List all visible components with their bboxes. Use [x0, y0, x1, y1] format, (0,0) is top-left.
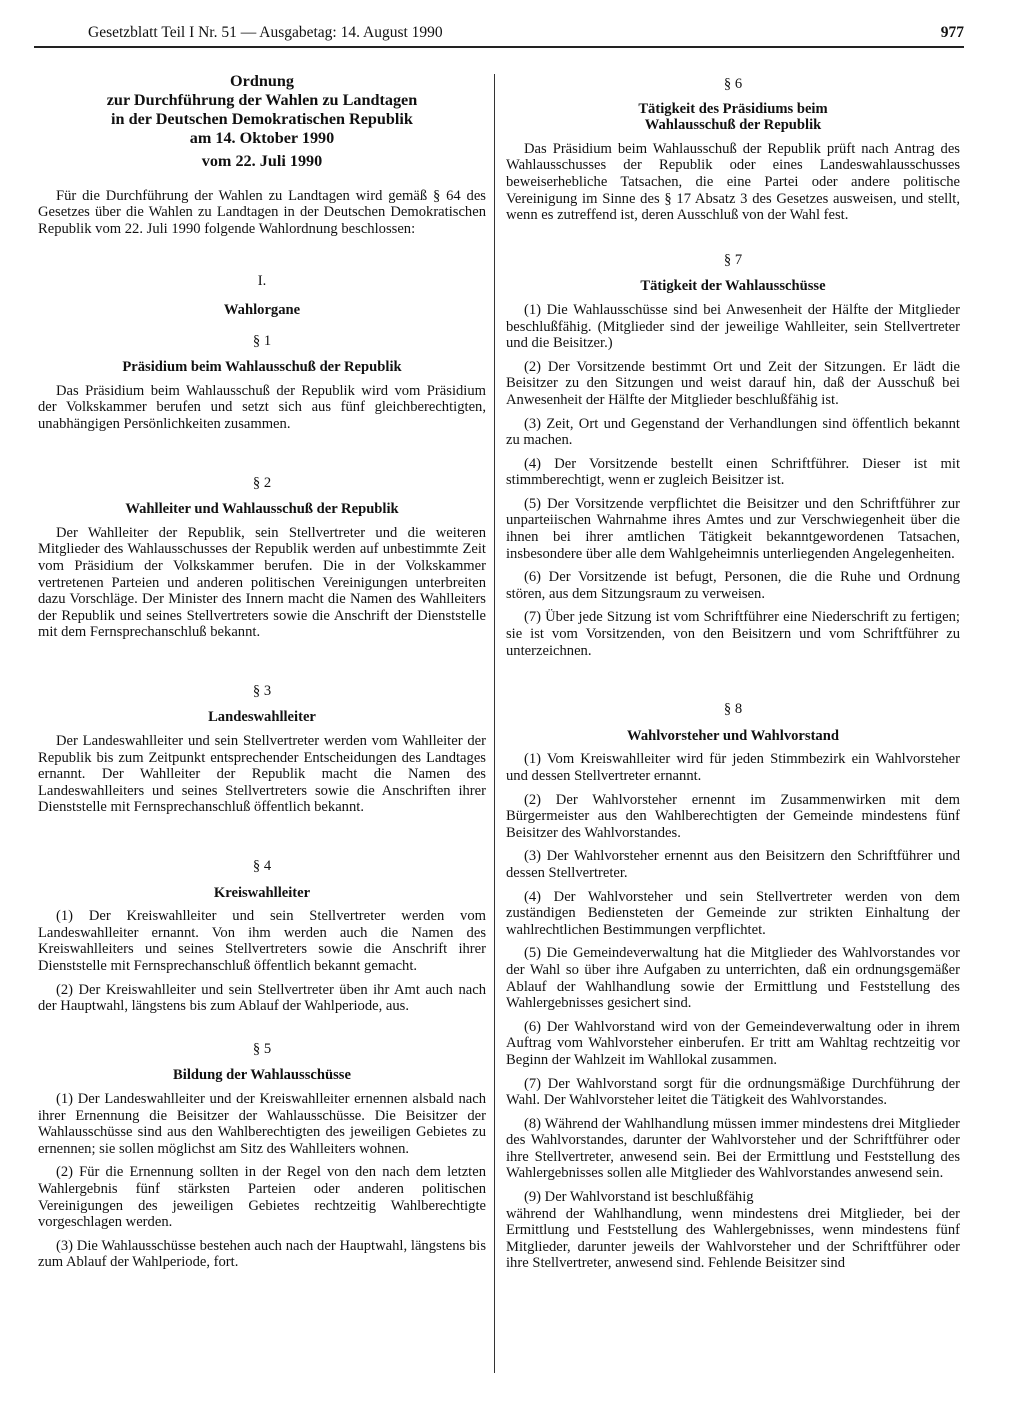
title-line: am 14. Oktober 1990: [189, 129, 335, 147]
left-column: [38, 72, 486, 1271]
section-title: Landeswahlleiter: [208, 709, 316, 726]
section-paragraph: (1) Die Wahlausschüsse sind bei Anwesenheit der Hälfte der Mitglieder beschlußfähig. (Mitglieder sind der jeweilige Wahlleiter, sein Stellvertreter und die Beisitzer.): [506, 301, 960, 352]
section-number: § 2: [252, 474, 272, 491]
section-paragraph: (6) Der Wahlvorstand wird von der Gemeindeverwaltung oder in ihrem Auftrag vom Wahlvorsteher einberufen. Er tritt am Wahltag rechtzeitig vor Beginn der Wahlzeit im Wahllokal zusammen.: [506, 1018, 960, 1068]
part-title: Wahlorgane: [223, 301, 301, 318]
section-paragraph: (9) Der Wahlvorstand ist beschlußfähig: [524, 1189, 754, 1206]
section-title: Wahlvorsteher und Wahlvorstand: [627, 727, 839, 744]
section-paragraph: (2) Für die Ernennung sollten in der Regel von den nach dem letzten Wahlergebnis fünf stärksten Parteien oder anderen politischen Vereinigungen des jeweiligen Gebietes rechtzeitig Wahlberechtigte vorgeschlagen werden.: [38, 1164, 486, 1231]
running-title: Gesetzblatt Teil I Nr. 51 — Ausgabetag: 14. August 1990: [88, 24, 443, 41]
section-paragraph: (8) Während der Wahlhandlung müssen immer mindestens drei Mitglieder des Wahlvorstandes, darunter der Wahlvorsteher und der Schriftführer oder ihre Stellvertreter, anwesend sein. Bei der Ermittlung und Feststellung des Wahlergebnisses sollen alle Mitglieder des Wahlvorstandes anwesend sein.: [506, 1115, 960, 1182]
section-paragraph: (6) Der Vorsitzende ist befugt, Personen, die die Ruhe und Ordnung stören, aus dem Sitzungsraum zu verweisen.: [506, 569, 960, 602]
section-paragraph: (3) Die Wahlausschüsse bestehen auch nach der Hauptwahl, längstens bis zum Ablauf der Wahlperiode, fort.: [38, 1237, 486, 1271]
section-number: § 8: [723, 701, 743, 718]
document-title: [38, 72, 486, 148]
section-paragraph: Das Präsidium beim Wahlausschuß der Republik prüft nach Antrag des Wahlausschusses der Republik oder eines Landeswahlausschusses beweiserhebliche Tatsachen, die eine Partei oder andere politische Vereinigung im Sinne des § 17 Absatz 3 des Gesetzes ausweisen, und stellt, wenn es zutreffend ist, deren Ausschluß von der Wahl fest.: [506, 140, 960, 224]
section-paragraph: (7) Über jede Sitzung ist vom Schriftführer eine Niederschrift zu fertigen; sie ist vom Vorsitzenden, von den Beisitzern und vom Schriftführer zu unterzeichnen.: [506, 609, 960, 659]
section-number: § 5: [252, 1040, 272, 1057]
right-column: [506, 72, 960, 1272]
section-paragraph: (7) Der Wahlvorstand sorgt für die ordnungsmäßige Durchführung der Wahl. Der Wahlvorsteher leitet die Tätigkeit des Wahlvorstandes.: [506, 1075, 960, 1109]
section-paragraph-continuation: während der Wahlhandlung, wenn mindestens drei Mitglieder, bei der Ermittlung und Feststellung des Wahlergebnisses, wenn mindestens fünf Mitglieder, darunter jeweils der Wahlvorsteher und der Schriftführer oder ihre Stellvertreter, anwesend sind. Fehlende Beisitzer sind: [506, 1205, 960, 1272]
section-title: Präsidium beim Wahlausschuß der Republik: [122, 359, 402, 376]
section-number: § 3: [252, 682, 272, 699]
part-number: I.: [257, 273, 267, 290]
section-paragraph: Der Landeswahlleiter und sein Stellvertreter werden vom Wahlleiter der Republik bis zum Zeitpunkt entsprechender Entscheidungen des Landtages ernannt. Der Wahlleiter der Republik macht die Namen des Landeswahlleiters und seines Stellvertreters sowie die Anschriften ihrer Dienststelle mit Fernsprechanschluß öffentlich bekannt.: [38, 733, 486, 816]
section-number: § 1: [252, 332, 272, 349]
title-line: in der Deutschen Demokratischen Republik: [111, 110, 413, 128]
section-paragraph: (4) Der Wahlvorsteher und sein Stellvertreter werden von dem zuständigen Bediensteten der Gemeinde zur strikten Einhaltung der wahlrechtlichen Bestimmungen verpflichtet.: [506, 888, 960, 938]
section-paragraph: (2) Der Kreiswahlleiter und sein Stellvertreter üben ihr Amt auch nach der Hauptwahl, längstens bis zum Ablauf der Wahlperiode, aus.: [38, 981, 486, 1015]
section-paragraph: (5) Der Vorsitzende verpflichtet die Beisitzer und den Schriftführer zur unparteiischen Wahrnahme ihres Amtes und zur Verschwiegenheit über die ihnen bei ihrer amtlichen Tätigkeit bekanntgewordenen Tatsachen, insbesondere über alle dem Wahlgeheimnis unterliegenden Angelegenheiten.: [506, 495, 960, 562]
section-paragraph: (2) Der Vorsitzende bestimmt Ort und Zeit der Sitzungen. Er lädt die Beisitzer zu den Sitzungen und weist darauf hin, daß der Ausschuß bei Anwesenheit der Hälfte der Mitglieder beschlußfähig ist.: [506, 358, 960, 408]
section-paragraph: (1) Der Landeswahlleiter und der Kreiswahlleiter ernennen alsbald nach ihrer Ernennung die Beisitzer der Wahlausschüsse. Die Beisitzer der Wahlausschüsse sind aus den Wahlberechtigten des jeweiligen Gebietes zu ernennen; sie sollen möglichst am Sitz des Wahlleiters wohnen.: [38, 1090, 486, 1157]
section-title: Tätigkeit der Wahlausschüsse: [640, 278, 826, 295]
header-rule: [34, 46, 964, 48]
section-title: Bildung der Wahlausschüsse: [173, 1067, 351, 1084]
page-header: [34, 24, 964, 46]
section-title: Wahlleiter und Wahlausschuß der Republik: [125, 501, 399, 518]
section-number: § 4: [252, 858, 272, 875]
section-paragraph: (3) Zeit, Ort und Gegenstand der Verhandlungen sind öffentlich bekannt zu machen.: [506, 415, 960, 449]
section-paragraph: Der Wahlleiter der Republik, sein Stellvertreter und die weiteren Mitglieder des Wahlausschusses der Republik werden auf unbestimmte Zeit vom Präsidium der Volkskammer berufen. Die in der Volkskammer vertretenen Parteien und anderen politischen Vereinigungen unterbreiten dazu Vorschläge. Der Minister des Innern macht die Namen des Wahlleiters der Republik und seines Stellvertreters sowie die Anschrift der Dienststelle mit dem Fernsprechanschluß bekannt.: [38, 524, 486, 641]
section-title: Wahlausschuß der Republik: [644, 117, 822, 134]
section-paragraph: (1) Vom Kreiswahlleiter wird für jeden Stimmbezirk ein Wahlvorsteher und dessen Stellvertreter ernannt.: [506, 751, 960, 784]
document-date: vom 22. Juli 1990: [201, 152, 323, 170]
title-line: Ordnung: [230, 72, 294, 90]
section-title: Tätigkeit des Präsidiums beim: [638, 100, 828, 117]
section-paragraph: (4) Der Vorsitzende bestellt einen Schriftführer. Dieser ist mit stimmberechtigt, wenn er zugleich Beisitzer ist.: [506, 455, 960, 489]
preamble: Für die Durchführung der Wahlen zu Landtagen wird gemäß § 64 des Gesetzes über die Wahlen zu Landtagen in der Deutschen Demokratischen Republik vom 22. Juli 1990 folgende Wahlordnung beschlossen:: [38, 187, 486, 237]
section-paragraph: (3) Der Wahlvorsteher ernennt aus den Beisitzern den Schriftführer und dessen Stellvertreter.: [506, 848, 960, 881]
section-paragraph: (5) Die Gemeindeverwaltung hat die Mitglieder des Wahlvorstandes vor der Wahl so über ihre Aufgaben zu unterrichten, daß ein ordnungsgemäßer Ablauf der Wahlhandlung sowie der Ermittlung und Feststellung des Wahlergebnisses gesichert sind.: [506, 945, 960, 1012]
page-number: 977: [940, 24, 964, 41]
section-paragraph: (2) Der Wahlvorsteher ernennt im Zusammenwirken mit dem Bürgermeister aus den Wahlberechtigten der Gemeinde mindestens fünf Beisitzer des Wahlvorstandes.: [506, 791, 960, 841]
title-line: zur Durchführung der Wahlen zu Landtagen: [106, 91, 418, 109]
section-number: § 6: [723, 76, 743, 92]
section-title: Kreiswahlleiter: [213, 884, 311, 901]
section-paragraph: Das Präsidium beim Wahlausschuß der Republik wird vom Präsidium der Volkskammer berufen und setzt sich aus fünf gleichberechtigten, unabhängigen Persönlichkeiten zusammen.: [38, 382, 486, 432]
section-number: § 7: [723, 251, 743, 268]
column-divider: [494, 74, 495, 1373]
section-paragraph: (1) Der Kreiswahlleiter und sein Stellvertreter werden vom Landeswahlleiter ernannt. Von ihm werden auch die Namen des Kreiswahlleiters und seines Stellvertreters sowie die Anschrift ihrer Dienststelle mit Fernsprechanschluß öffentlich bekannt gemacht.: [38, 908, 486, 974]
